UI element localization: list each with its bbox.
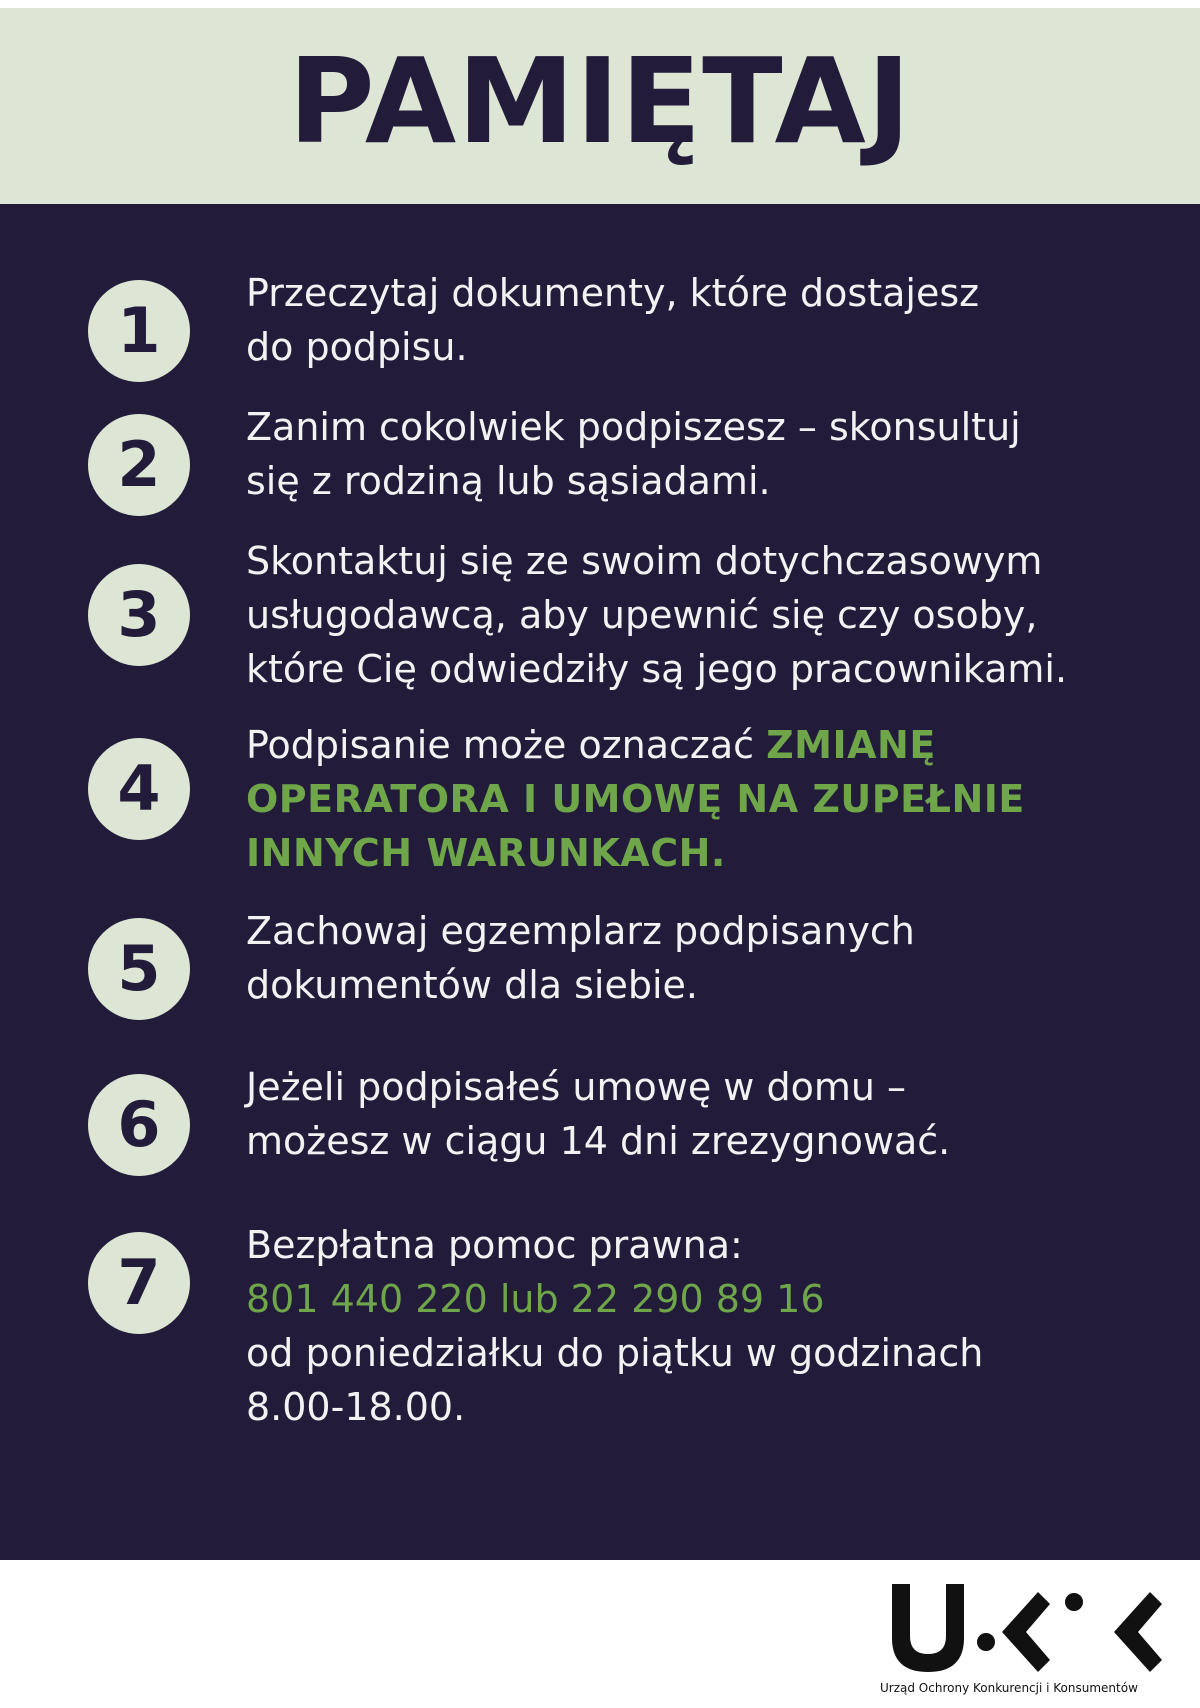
number-badge: 1	[88, 280, 190, 382]
tip-highlight: INNYCH WARUNKACH.	[246, 831, 726, 875]
tip-line: Zachowaj egzemplarz podpisanych	[246, 909, 915, 953]
tip-line: dokumentów dla siebie.	[246, 963, 698, 1007]
tip-line: możesz w ciągu 14 dni zrezygnować.	[246, 1119, 951, 1163]
number-badge: 2	[88, 414, 190, 516]
tip-line: Skontaktuj się ze swoim dotychczasowym	[246, 539, 1043, 583]
tip-line: 8.00-18.00.	[246, 1385, 466, 1429]
number-badge: 4	[88, 738, 190, 840]
tip-text	[246, 1218, 1166, 1434]
logo-caption: Urząd Ochrony Konkurencji i Konsumentów	[880, 1681, 1138, 1695]
tip-line: Bezpłatna pomoc prawna:	[246, 1223, 743, 1267]
number-badge: 3	[88, 564, 190, 666]
tip-text	[246, 534, 1166, 696]
header-banner	[0, 8, 1200, 204]
phone-numbers: 801 440 220 lub 22 290 89 16	[246, 1277, 825, 1321]
number-badge: 5	[88, 918, 190, 1020]
logo-mark	[888, 1578, 1178, 1674]
tip-line: Zanim cokolwiek podpiszesz – skonsultuj	[246, 405, 1021, 449]
tip-line: które Cię odwiedziły są jego pracownikami.	[246, 647, 1068, 691]
tips-panel	[0, 204, 1200, 1560]
number-badge: 6	[88, 1074, 190, 1176]
page-title: PAMIĘTAJ	[288, 32, 912, 170]
tip-text-normal: Podpisanie może oznaczać	[246, 723, 767, 767]
number-badge: 7	[88, 1232, 190, 1334]
tip-line: do podpisu.	[246, 325, 468, 369]
tip-text	[246, 904, 1166, 1012]
uokik-logo	[880, 1578, 1180, 1700]
tip-highlight: ZMIANĘ	[766, 723, 936, 767]
tip-text	[246, 718, 1166, 880]
tip-text	[246, 400, 1166, 508]
tip-line: się z rodziną lub sąsiadami.	[246, 459, 771, 503]
tip-line: usługodawcą, aby upewnić się czy osoby,	[246, 593, 1038, 637]
tip-highlight: OPERATORA I UMOWĘ NA ZUPEŁNIE	[246, 777, 1025, 821]
tip-text	[246, 266, 1166, 374]
tip-line: od poniedziałku do piątku w godzinach	[246, 1331, 984, 1375]
tip-line: Przeczytaj dokumenty, które dostajesz	[246, 271, 980, 315]
tip-text	[246, 1060, 1166, 1168]
tip-line: Jeżeli podpisałeś umowę w domu –	[246, 1065, 907, 1109]
